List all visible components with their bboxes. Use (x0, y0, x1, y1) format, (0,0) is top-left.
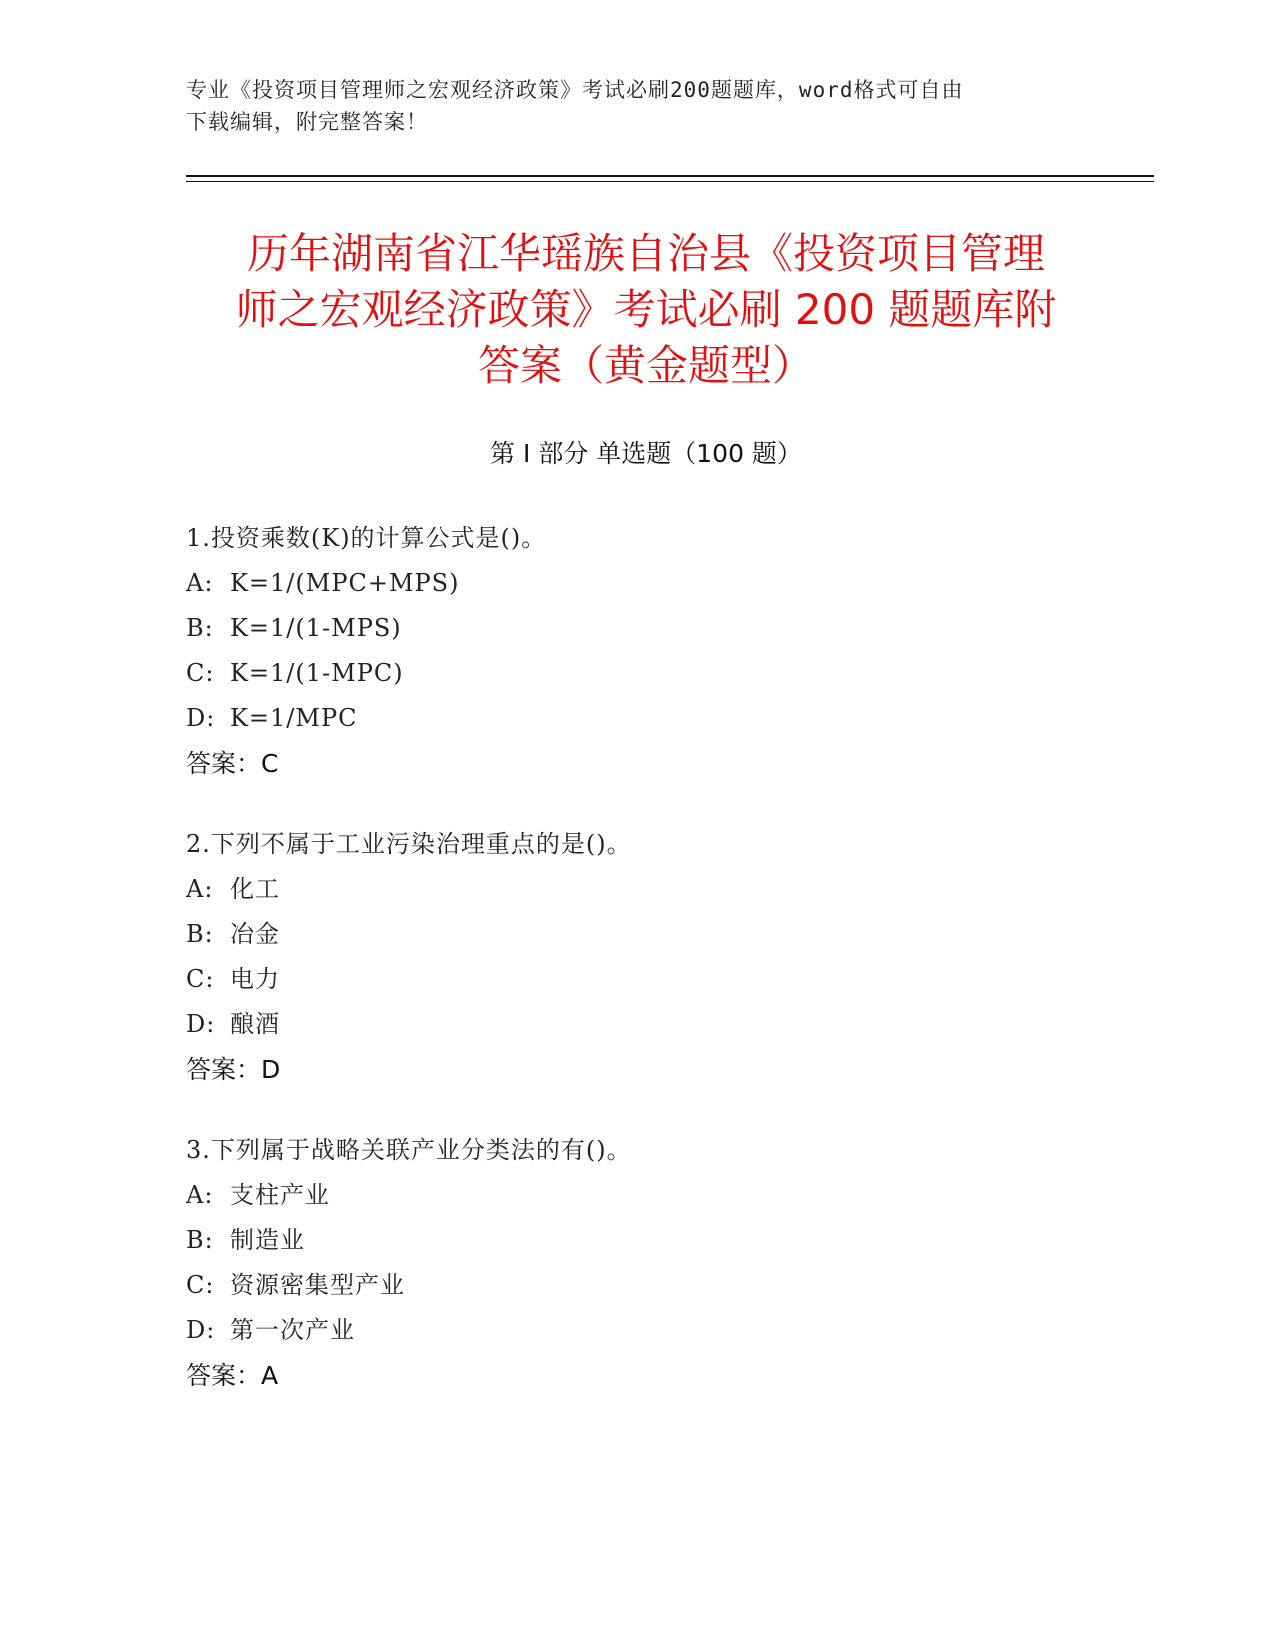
header-divider-thick (186, 175, 1154, 177)
question-3 (186, 1128, 1086, 1398)
option-text: 资源密集型产业 (230, 1271, 405, 1299)
question-stem: 2.下列不属于工业污染治理重点的是()。 (186, 830, 632, 858)
question-2 (186, 822, 1086, 1092)
document-title-line-1: 历年湖南省江华瑶族自治县《投资项目管理 (246, 229, 1045, 278)
option-text: 第一次产业 (230, 1316, 355, 1344)
option-text: K=1/(MPC+MPS) (230, 569, 460, 597)
question-stem: 3.下列属于战略关联产业分类法的有()。 (186, 1136, 632, 1164)
option-a (186, 561, 1086, 606)
option-letter: D: (186, 704, 216, 732)
answer: 答案：A (186, 1361, 279, 1390)
header-divider-thin (186, 181, 1154, 182)
option-c (186, 651, 1086, 696)
option-text: K=1/(1-MPC) (230, 659, 404, 687)
question-stem: 1.投资乘数(K)的计算公式是()。 (186, 524, 547, 552)
option-text: 化工 (230, 875, 280, 903)
option-b (186, 912, 1086, 957)
answer: 答案：C (186, 749, 279, 778)
option-b (186, 1218, 1086, 1263)
header-note-line-2: 下载编辑，附完整答案！ (186, 110, 428, 134)
document-title (186, 226, 1106, 394)
option-letter: D: (186, 1010, 216, 1038)
option-b (186, 606, 1086, 651)
option-c (186, 1263, 1086, 1308)
option-letter: A: (186, 569, 214, 597)
option-letter: D: (186, 1316, 216, 1344)
option-text: 电力 (230, 965, 280, 993)
document-title-line-2: 师之宏观经济政策》考试必刷 200 题题库附 (235, 285, 1057, 334)
option-letter: C: (186, 1271, 215, 1299)
option-letter: C: (186, 965, 215, 993)
question-1 (186, 516, 1086, 786)
option-a (186, 867, 1086, 912)
section-title: 第 I 部分 单选题（100 题） (490, 439, 802, 468)
option-letter: B: (186, 614, 214, 642)
option-text: 制造业 (230, 1226, 305, 1254)
option-text: K=1/(1-MPS) (230, 614, 402, 642)
option-text: 酿酒 (230, 1010, 280, 1038)
option-text: 支柱产业 (230, 1181, 330, 1209)
option-letter: B: (186, 920, 214, 948)
option-letter: A: (186, 875, 214, 903)
option-text: 冶金 (230, 920, 280, 948)
option-d (186, 1308, 1086, 1353)
header-note (186, 74, 1086, 138)
answer: 答案：D (186, 1055, 281, 1084)
option-a (186, 1173, 1086, 1218)
option-c (186, 957, 1086, 1002)
header-note-line-1: 专业《投资项目管理师之宏观经济政策》考试必刷200题题库，word格式可自由 (186, 78, 964, 102)
option-text: K=1/MPC (230, 704, 358, 732)
option-letter: B: (186, 1226, 214, 1254)
option-d (186, 1002, 1086, 1047)
document-title-line-3: 答案（黄金题型） (477, 341, 814, 390)
option-letter: C: (186, 659, 215, 687)
option-d (186, 696, 1086, 741)
option-letter: A: (186, 1181, 214, 1209)
